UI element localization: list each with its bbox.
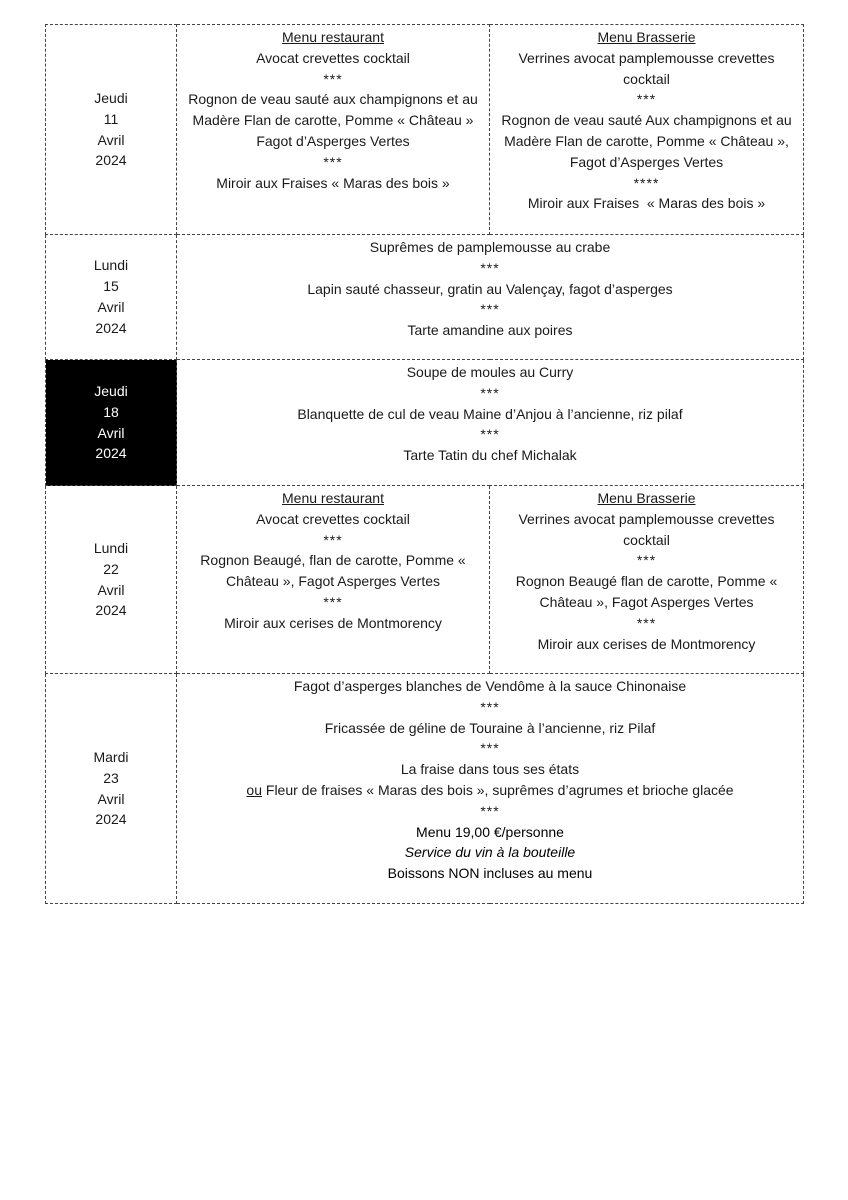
menu-row-lundi-22 [46, 486, 804, 674]
dish-dessert-alternative [181, 780, 799, 801]
restaurant-menu-cell [177, 25, 490, 235]
day-number: 22 [103, 560, 119, 577]
weekly-menu-table [45, 24, 804, 904]
menu-row-mardi-23 [46, 674, 804, 904]
day-number: 23 [103, 769, 119, 786]
separator: *** [323, 153, 343, 170]
alternative-text: Fleur de fraises « Maras des bois », suprêmes d’agrumes et brioche glacée [262, 781, 734, 798]
drinks-note: Boissons NON incluses au menu [387, 865, 593, 882]
year: 2024 [95, 319, 127, 336]
day-name: Lundi [93, 539, 129, 556]
dish-cell [177, 674, 804, 904]
wine-service-note: Service du vin à la bouteille [404, 844, 576, 861]
dish-line: Rognon Beaugé, flan de carotte, Pomme « Château », Fagot Asperges Vertes [200, 552, 470, 590]
dish-cell [177, 360, 804, 486]
separator: *** [636, 91, 657, 108]
day-name: Mardi [93, 748, 129, 765]
dish-line: Avocat crevettes cocktail [256, 49, 410, 66]
day-number: 11 [103, 110, 119, 127]
day-number: 18 [103, 403, 119, 420]
date-cell [46, 360, 177, 486]
menu-price: Menu 19,00 €/personne [416, 823, 564, 840]
menu-body [46, 25, 804, 904]
dish-line: Verrines avocat pamplemousse crevettes cocktail [518, 49, 779, 87]
separator: *** [323, 593, 343, 610]
dish-line: Miroir aux cerises de Montmorency [224, 614, 442, 631]
menu-row-lundi-15 [46, 235, 804, 360]
day-number: 15 [103, 278, 119, 295]
year: 2024 [95, 445, 127, 462]
dish-line: Tarte Tatin du chef Michalak [403, 447, 577, 464]
dish-line: Suprêmes de pamplemousse au crabe [369, 239, 611, 255]
date-cell [46, 235, 177, 360]
dish-dessert: La fraise dans tous ses états [400, 761, 580, 778]
separator: *** [480, 426, 500, 443]
month: Avril [97, 299, 125, 315]
dish-cell [177, 235, 804, 360]
restaurant-menu-cell [177, 486, 490, 674]
separator: *** [323, 70, 343, 87]
separator: *** [480, 301, 500, 318]
menu-title: Menu Brasserie [597, 29, 696, 45]
date-cell [46, 25, 177, 235]
dish-line: Rognon Beaugé flan de carotte, Pomme « Château », Fagot Asperges Vertes [515, 573, 782, 610]
dish-line: Tarte amandine aux poires [407, 322, 573, 339]
month: Avril [97, 790, 125, 807]
dish-line: Miroir aux Fraises « Maras des bois » [527, 195, 766, 212]
menu-title: Menu Brasserie [597, 490, 696, 506]
separator: *** [480, 802, 500, 819]
month: Avril [97, 131, 125, 148]
brasserie-menu-cell [490, 486, 804, 674]
separator: *** [636, 614, 657, 631]
dish-line: Rognon de veau sauté aux champignons et au Madère Flan de carotte, Pomme « Château » Fagot d’Asperges Vertes [188, 91, 482, 149]
separator: *** [480, 259, 500, 276]
alternative-prefix: ou [246, 781, 262, 798]
day-name: Jeudi [94, 89, 128, 106]
dish-line: Miroir aux Fraises « Maras des bois » [216, 174, 450, 191]
menu-row-jeudi-11 [46, 25, 804, 235]
month: Avril [97, 581, 125, 598]
menu-title: Menu restaurant [282, 490, 384, 506]
dish-line: Lapin sauté chasseur, gratin au Valençay, fagot d’asperges [307, 280, 673, 297]
separator: *** [323, 531, 343, 548]
separator: **** [633, 174, 660, 191]
separator: *** [480, 384, 500, 401]
year: 2024 [95, 811, 127, 828]
separator: *** [480, 740, 500, 757]
dish-line: Verrines avocat pamplemousse crevettes cocktail [518, 510, 779, 548]
menu-title: Menu restaurant [282, 29, 384, 45]
dish-line: Miroir aux cerises de Montmorency [537, 635, 756, 652]
menu-row-jeudi-18 [46, 360, 804, 486]
day-name: Jeudi [94, 382, 128, 399]
dish-line: Blanquette de cul de veau Maine d’Anjou à l’ancienne, riz pilaf [297, 405, 683, 422]
separator: *** [636, 552, 657, 569]
year: 2024 [95, 602, 127, 619]
dish-starter: Fagot d’asperges blanches de Vendôme à la sauce Chinonaise [293, 678, 687, 694]
dish-line: Avocat crevettes cocktail [256, 510, 410, 527]
dish-line: Soupe de moules au Curry [406, 364, 574, 380]
month: Avril [97, 424, 125, 441]
date-cell [46, 674, 177, 904]
dish-line: Rognon de veau sauté Aux champignons et au Madère Flan de carotte, Pomme « Château », Fagot d’Asperges Vertes [501, 112, 796, 170]
brasserie-menu-cell [490, 25, 804, 235]
separator: *** [480, 698, 500, 715]
date-cell [46, 486, 177, 674]
dish-main: Fricassée de géline de Touraine à l’ancienne, riz Pilaf [324, 719, 656, 736]
year: 2024 [95, 152, 127, 169]
day-name: Lundi [93, 257, 129, 274]
